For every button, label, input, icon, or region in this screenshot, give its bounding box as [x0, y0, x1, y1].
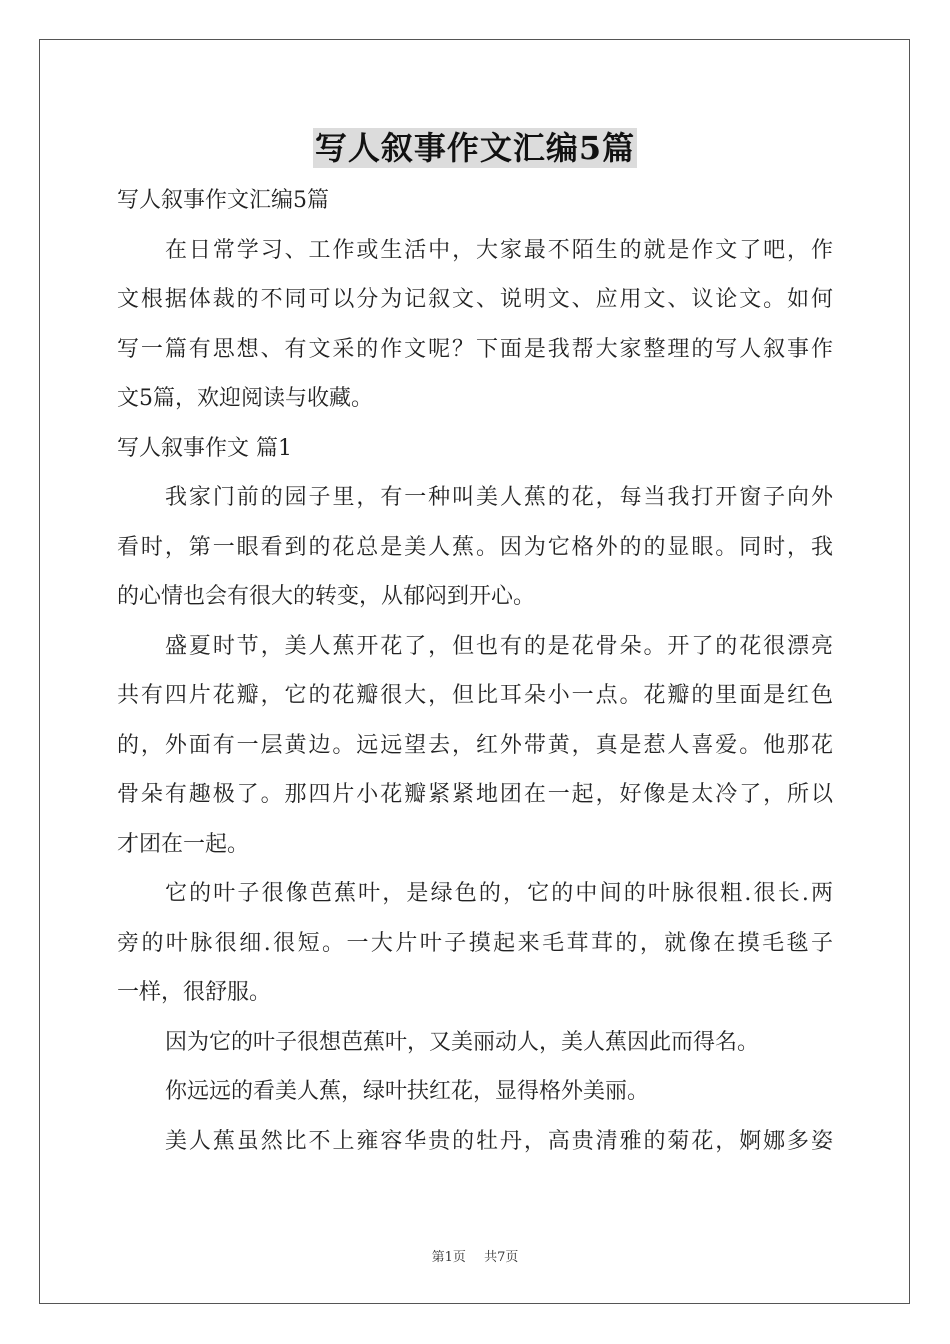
document-body	[117, 176, 833, 1166]
page-total: 共7页	[484, 1250, 519, 1265]
text-line: 写人叙事作文 篇1	[117, 435, 292, 461]
text-line: 美人蕉虽然比不上雍容华贵的牡丹，高贵清雅的菊花，婀娜多姿	[165, 1128, 833, 1154]
text-line: 盛夏时节，美人蕉开花了，但也有的是花骨朵。开了的花很漂亮	[165, 633, 833, 659]
text-line: 我家门前的园子里，有一种叫美人蕉的花，每当我打开窗子向外	[165, 485, 833, 510]
document-title: 写人叙事作文汇编5篇	[314, 129, 636, 167]
text-line: 文根据体裁的不同可以分为记叙文、说明文、应用文、议论文。如何	[117, 287, 833, 312]
text-line: 的心情也会有很大的转变，从郁闷到开心。	[117, 584, 536, 609]
text-line: 共有四片花瓣，它的花瓣很大，但比耳朵小一点。花瓣的里面是红色	[117, 683, 833, 708]
text-line: 文5篇，欢迎阅读与收藏。	[117, 386, 373, 411]
text-line: 因为它的叶子很想芭蕉叶，又美丽动人，美人蕉因此而得名。	[165, 1029, 760, 1055]
text-line: 写人叙事作文汇编5篇	[117, 188, 329, 213]
text-line: 骨朵有趣极了。那四片小花瓣紧紧地团在一起，好像是太冷了，所以	[117, 782, 833, 807]
page-number: 第1页	[431, 1250, 466, 1265]
text-line: 一样，很舒服。	[117, 980, 272, 1005]
title-container	[0, 128, 950, 168]
text-line: 看时，第一眼看到的花总是美人蕉。因为它格外的的显眼。同时，我	[117, 534, 833, 560]
text-line: 你远远的看美人蕉，绿叶扶红花，显得格外美丽。	[165, 1079, 650, 1104]
text-line: 才团在一起。	[117, 831, 250, 857]
text-line: 写一篇有思想、有文采的作文呢？下面是我帮大家整理的写人叙事作	[117, 336, 833, 362]
text-line: 在日常学习、工作或生活中，大家最不陌生的就是作文了吧，作	[165, 237, 833, 263]
text-line: 旁的叶脉很细.很短。一大片叶子摸起来毛茸茸的，就像在摸毛毯子	[117, 930, 833, 956]
text-line: 它的叶子很像芭蕉叶，是绿色的，它的中间的叶脉很粗.很长.两	[165, 881, 833, 906]
text-line: 的，外面有一层黄边。远远望去，红外带黄，真是惹人喜爱。他那花	[117, 732, 833, 758]
page-footer	[0, 1246, 950, 1265]
